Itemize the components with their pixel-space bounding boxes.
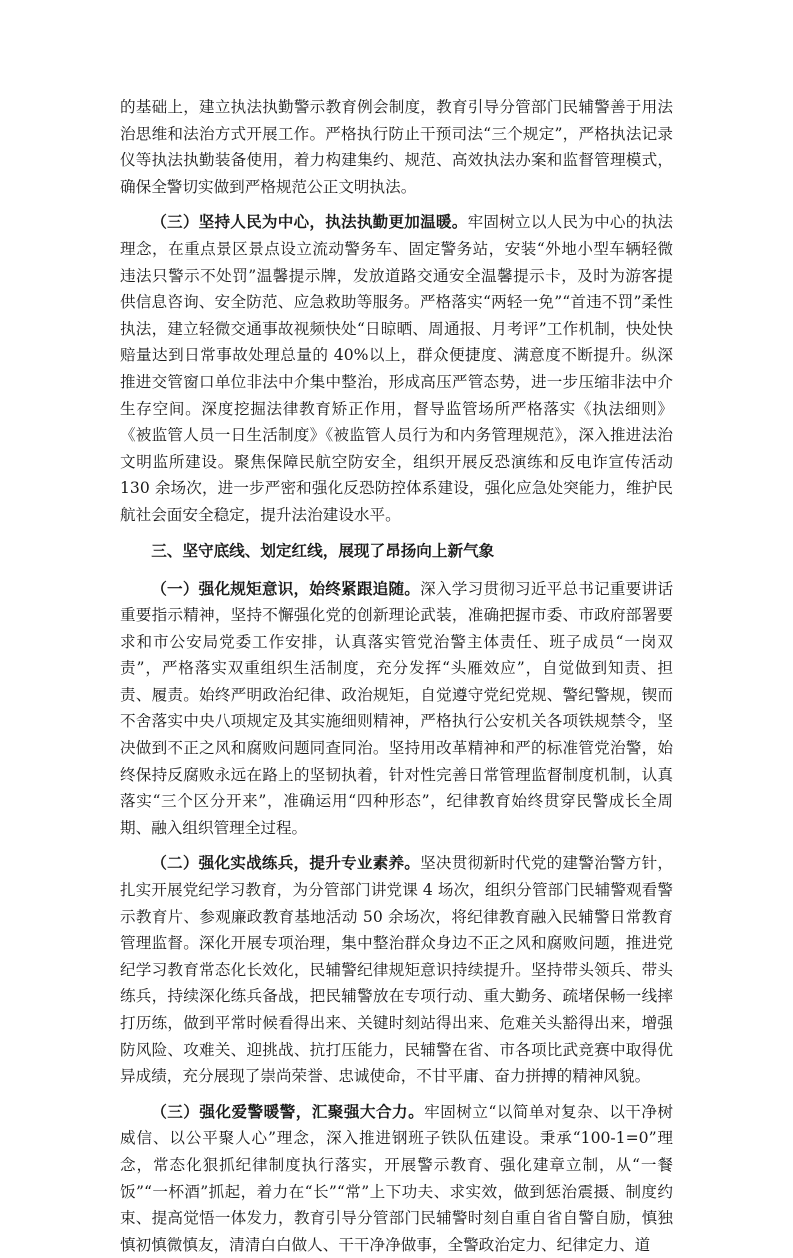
paragraph-5-heading: （三）强化爱警暖警，汇聚强大合力。 bbox=[151, 1101, 425, 1121]
paragraph-5-text: 牢固树立“以简单对复杂、以干净树威信、以公平聚人心”理念，深入推进钢班子铁队伍建设。秉承“100-1=0”理念，常态化狠抓纪律制度执行落实，开展警示教育、强化建章立制，从“一餐饭”“一杯酒”抓起，着力在“长”“常”上下功夫、求实效，做到惩治震摄、制度约束、提高觉悟一体发力，教育引导分管部门民辅警时刻自重自省自警自励，慎独慎初慎微慎友，清清白白做人、干干净净做事，全警政治定力、纪律定力、道 bbox=[120, 1102, 673, 1254]
paragraph-4-text: 坚决贯彻新时代党的建警治警方针，扎实开展党纪学习教育，为分管部门讲党课 4 场次，组织分管部门民辅警观看警示教育片、参观廉政教育基地活动 50 余场次，将纪律教育融入民辅警日常教育管理监督。深化开展专项治理，集中整治群众身边不正之风和腐败问题，推进党纪学习教育常态化长效化，民辅警纪律规矩意识持续提升。坚持带头领兵、带头练兵，持续深化练兵备战，把民辅警放在专项行动、重大勤务、疏堵保畅一线摔打历练，做到平常时候看得出来、关键时刻站得出来、危难关头豁得出来，增强防风险、攻难关、迎挑战、抗打压能力，民辅警在省、市各项比武竞赛中取得优异成绩，充分展现了崇尚荣誉、忠诚使命，不甘平庸、奋力拼搏的精神风貌。 bbox=[120, 854, 673, 1086]
paragraph-2-heading: （三）坚持人民为中心，执法执勤更加温暖。 bbox=[151, 212, 468, 232]
paragraph-1-text: 的基础上，建立执法执勤警示教育例会制度，教育引导分管部门民辅警善于用法治思维和法治方式开展工作。严格执行防止干预司法“三个规定”，严格执法记录仪等执法执勤装备使用，着力构建集约、规范、高效执法办案和监督管理模式，确保全警切实做到严格规范公正文明执法。 bbox=[120, 98, 673, 196]
paragraph-3 bbox=[120, 576, 673, 842]
paragraph-3-heading: （一）强化规矩意识，始终紧跟追随。 bbox=[151, 578, 421, 598]
paragraph-4-heading: （二）强化实战练兵，提升专业素养。 bbox=[151, 853, 421, 873]
paragraph-5 bbox=[120, 1099, 673, 1258]
paragraph-4 bbox=[120, 850, 673, 1089]
paragraph-3-text: 深入学习贯彻习近平总书记重要讲话重要指示精神，坚持不懈强化党的创新理论武装，准确把握市委、市政府部署要求和市公安局党委工作安排，认真落实管党治警主体责任、班子成员“一岗双责”，严格落实双重组织生活制度，充分发挥“头雁效应”，自觉做到知责、担责、履责。始终严明政治纪律、政治规矩，自觉遵守党纪党规、警纪警规，锲而不舍落实中央八项规定及其实施细则精神，严格执行公安机关各项铁规禁令，坚决做到不正之风和腐败问题同查同治。坚持用改革精神和严的标准管党治警，始终保持反腐败永远在路上的坚韧执着，针对性完善日常管理监督制度机制，认真落实“三个区分开来”，准确运用“四种形态”，纪律教育始终贯穿民警成长全周期、融入组织管理全过程。 bbox=[120, 579, 673, 837]
paragraph-1 bbox=[120, 94, 673, 200]
paragraph-2-text: 牢固树立以人民为中心的执法理念，在重点景区景点设立流动警务车、固定警务站，安装“外地小型车辆轻微违法只警示不处罚”温馨提示牌，发放道路交通安全温馨提示卡，及时为游客提供信息咨询、安全防范、应急救助等服务。严格落实“两轻一免”“首违不罚”柔性执法，建立轻微交通事故视频快处“日晾晒、周通报、月考评”工作机制，快处快赔量达到日常事故处理总量的 40%以上，群众便捷度、满意度不断提升。纵深推进交管窗口单位非法中介集中整治，形成高压严管态势，进一步压缩非法中介生存空间。深度挖掘法律教育矫正作用，督导监管场所严格落实《执法细则》《被监管人员一日生活制度》《被监管人员行为和内务管理规范》，深入推进法治文明监所建设。聚焦保障民航空防安全，组织开展反恐演练和反电诈宣传活动 130 余场次，进一步严密和强化反恐防控体系建设，强化应急处突能力，维护民航社会面安全稳定，提升法治建设水平。 bbox=[120, 213, 673, 524]
section-heading: 三、坚守底线、划定红线，展现了昂扬向上新气象 bbox=[151, 541, 495, 560]
paragraph-2 bbox=[120, 209, 673, 528]
